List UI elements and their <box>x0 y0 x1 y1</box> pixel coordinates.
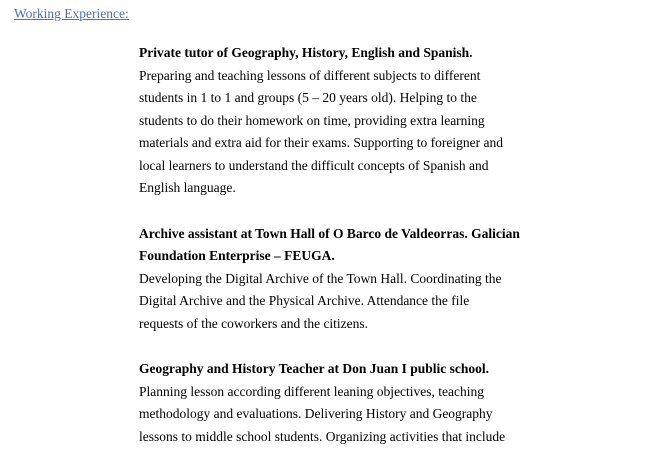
experience-entry-archive-assistant <box>139 223 659 336</box>
experience-entry-geography-teacher <box>139 358 659 448</box>
entry-description-line: methodology and evaluations. Delivering History and Geography <box>139 406 493 421</box>
experience-entry-private-tutor <box>139 42 659 200</box>
entry-title: Archive assistant at Town Hall of O Barco de Valdeorras. Galician <box>139 225 520 241</box>
entry-description-line: Preparing and teaching lessons of different subjects to different <box>139 67 481 83</box>
entry-description-line: students to do their homework on time, providing extra learning <box>139 112 485 128</box>
entry-title: Private tutor of Geography, History, English and Spanish. <box>139 45 473 60</box>
entry-description-line: local learners to understand the difficult concepts of Spanish and <box>139 157 489 173</box>
entry-description-line: requests of the coworkers and the citizens. <box>139 315 369 331</box>
entry-description-line: English language. <box>139 180 236 195</box>
entry-title-continued: Foundation Enterprise – FEUGA. <box>139 248 335 263</box>
entry-description-line: Digital Archive and the Physical Archive. Attendance the file <box>139 293 470 308</box>
entry-description-line: Developing the Digital Archive of the Town Hall. Coordinating the <box>139 270 502 286</box>
entry-title: Geography and History Teacher at Don Juan I public school. <box>139 361 490 376</box>
entry-description-line: students in 1 to 1 and groups (5 – 20 years old). Helping to the <box>139 90 477 105</box>
entry-description-line: lessons to middle school students. Organizing activities that include <box>139 428 506 444</box>
section-heading-working-experience: Working Experience: <box>14 6 129 21</box>
experience-list <box>139 42 659 462</box>
entry-description-line: materials and extra aid for their exams. Supporting to foreigner and <box>139 135 504 150</box>
entry-description-line: Planning lesson according different leaning objectives, teaching <box>139 383 485 399</box>
